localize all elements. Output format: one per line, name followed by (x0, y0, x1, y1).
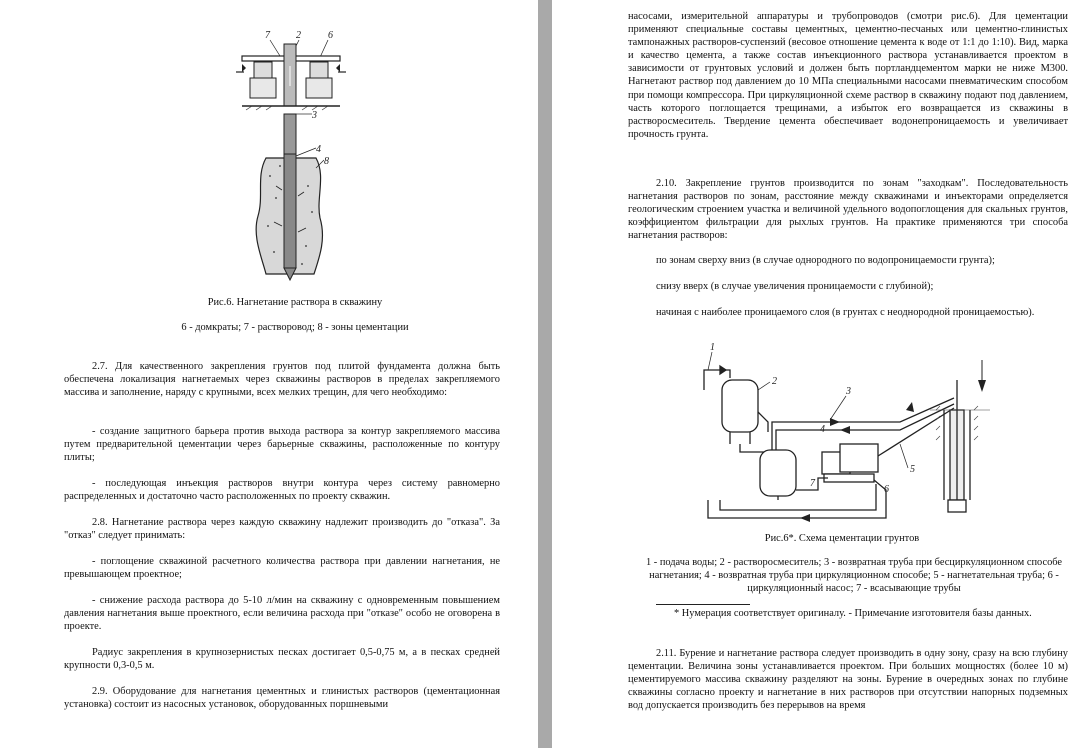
page-divider (538, 0, 552, 748)
method-bottom-up: снизу вверх (в случае увеличения проницаемости с глубиной); (656, 281, 934, 292)
paragraph-continuation: насосами, измерительной аппаратуры и трубопроводов (смотри рис.6). Для цементации применяют специальные составы цементных, цементно-песчаных или цементно-глинистых тампонажных растворов-суспензий (весовое отношение цемента к воде от 1:1 до 1:10). Вид, марка и качество цемента, а также состав инъекционного раствора устанавливается проектом в зависимости от грунтовых условий и должен быть портландцементом марки не ниже М300. Нагнетают раствор под давлением до 10 МПа специальными насосами пневматическим способом при помощи компрессора. При циркуляционной схеме раствор в скважину подают под давлением, часть которого поглощается трещинами, а избыток его возвращается из скважины в растворосмеситель. Твердение цемента обеспечивает водонепроницаемость и увеличивает прочность грунта. (628, 11, 1068, 140)
paragraph-2-9: 2.9. Оборудование для нагнетания цементных и глинистых растворов (цементационная установка) состоит из насосных установок, оборудованных поршневыми (64, 686, 500, 711)
footnote: * Нумерация соответствует оригиналу. - Примечание изготовителя базы данных. (674, 608, 1032, 619)
bullet-protective-barrier: - создание защитного барьера против выхода раствора за контур закрепляемого массива путем предварительной цементации через барьерные скважины, расположенные по контуру плиты; (64, 426, 500, 464)
fig6s-caption: Рис.6*. Схема цементации грунтов (764, 533, 920, 544)
figure-6s-drawing (700, 340, 998, 530)
paragraph-2-11: 2.11. Бурение и нагнетание раствора следует производить в одну зону, сразу на всю глубину цементации. Величина зоны устанавливается проектом. При больших мощностях (более 10 м) цементируемого массива скважину разделяют на зоны. Бурение в очередных зонах по глубине скважины согласно проекту и нагнетание в них растворов при отсутствии напорных подземных вод допускается производить без перерывов на время (628, 648, 1068, 712)
bullet-absorption: - поглощение скважиной расчетного количества раствора при давлении нагнетания, не превышающем проектное; (64, 556, 500, 581)
bullet-injection: - последующая инъекция растворов внутри контура через систему равномерно распределенных и достаточно часто расположенных по проекту скважин. (64, 478, 500, 503)
fig6-label-8: 8 (324, 156, 329, 167)
fig6s-label-2: 2 (772, 376, 777, 387)
fig6-label-2: 2 (296, 30, 301, 41)
bullet-flow-reduction: - снижение расхода раствора до 5-10 л/мин на скважину с одновременным повышением давления нагнетания выше проектного, если величина расхода при "отказе" особо не оговорена в проекте. (64, 595, 500, 633)
fig6s-label-6: 6 (884, 484, 889, 495)
figure-6-injection-diagram (236, 26, 346, 288)
fig6-legend: 6 - домкраты; 7 - растворовод; 8 - зоны цементации (181, 322, 409, 333)
fig6s-label-3: 3 (846, 386, 851, 397)
figure-6s-cementation-scheme (700, 340, 998, 530)
fig6-caption: Рис.6. Нагнетание раствора в скважину (207, 297, 383, 308)
paragraph-2-7: 2.7. Для качественного закрепления грунтов под плитой фундамента должна быть обеспечена локализация нагнетаемых через скважины растворов в пределах закрепляемого массива и заполнение, наряду с крупными, всех мелких трещин, для чего необходимо: (64, 361, 500, 399)
figure-6-drawing (236, 26, 346, 288)
paragraph-2-10: 2.10. Закрепление грунтов производится по зонам "заходкам". Последовательность нагнетания растворов по зонам, расстояние между скважинами и инъекторами определяется геологическим строением участка и величиной удельного водопоглощения для скальных грунтов, коэффициентом фильтрации для рыхлых грунтов. На практике применяются три способа нагнетания растворов: (628, 178, 1068, 242)
fig6-label-3: 3 (312, 110, 317, 121)
paragraph-radius: Радиус закрепления в крупнозернистых песках достигает 0,5-0,75 м, а в песках средней крупности 0,3-0,5 м. (64, 647, 500, 672)
footnote-rule (656, 604, 750, 605)
fig6s-label-7: 7 (810, 478, 815, 489)
fig6s-legend: 1 - подача воды; 2 - растворосмеситель; 3 - возвратная труба при бесциркуляционном способе нагнетания; 4 - возвратная труба при циркуляционном способе; 5 - нагнетательная труба; 6 - циркуляционный насос; 7 - всасывающие трубы (645, 557, 1063, 595)
fig6-label-7: 7 (265, 30, 270, 41)
fig6s-label-5: 5 (910, 464, 915, 475)
left-page (0, 0, 538, 748)
right-page (552, 0, 1088, 748)
fig6s-label-1: 1 (710, 342, 715, 353)
method-most-permeable: начиная с наиболее проницаемого слоя (в грунтах с неоднородной проницаемостью). (656, 307, 1035, 318)
fig6-label-6: 6 (328, 30, 333, 41)
paragraph-2-8: 2.8. Нагнетание раствора через каждую скважину надлежит производить до "отказа". За "отказ" следует принимать: (64, 517, 500, 542)
fig6-label-4: 4 (316, 144, 321, 155)
fig6s-label-4: 4 (820, 424, 825, 435)
method-top-down: по зонам сверху вниз (в случае однородного по водопроницаемости грунта); (656, 255, 995, 266)
